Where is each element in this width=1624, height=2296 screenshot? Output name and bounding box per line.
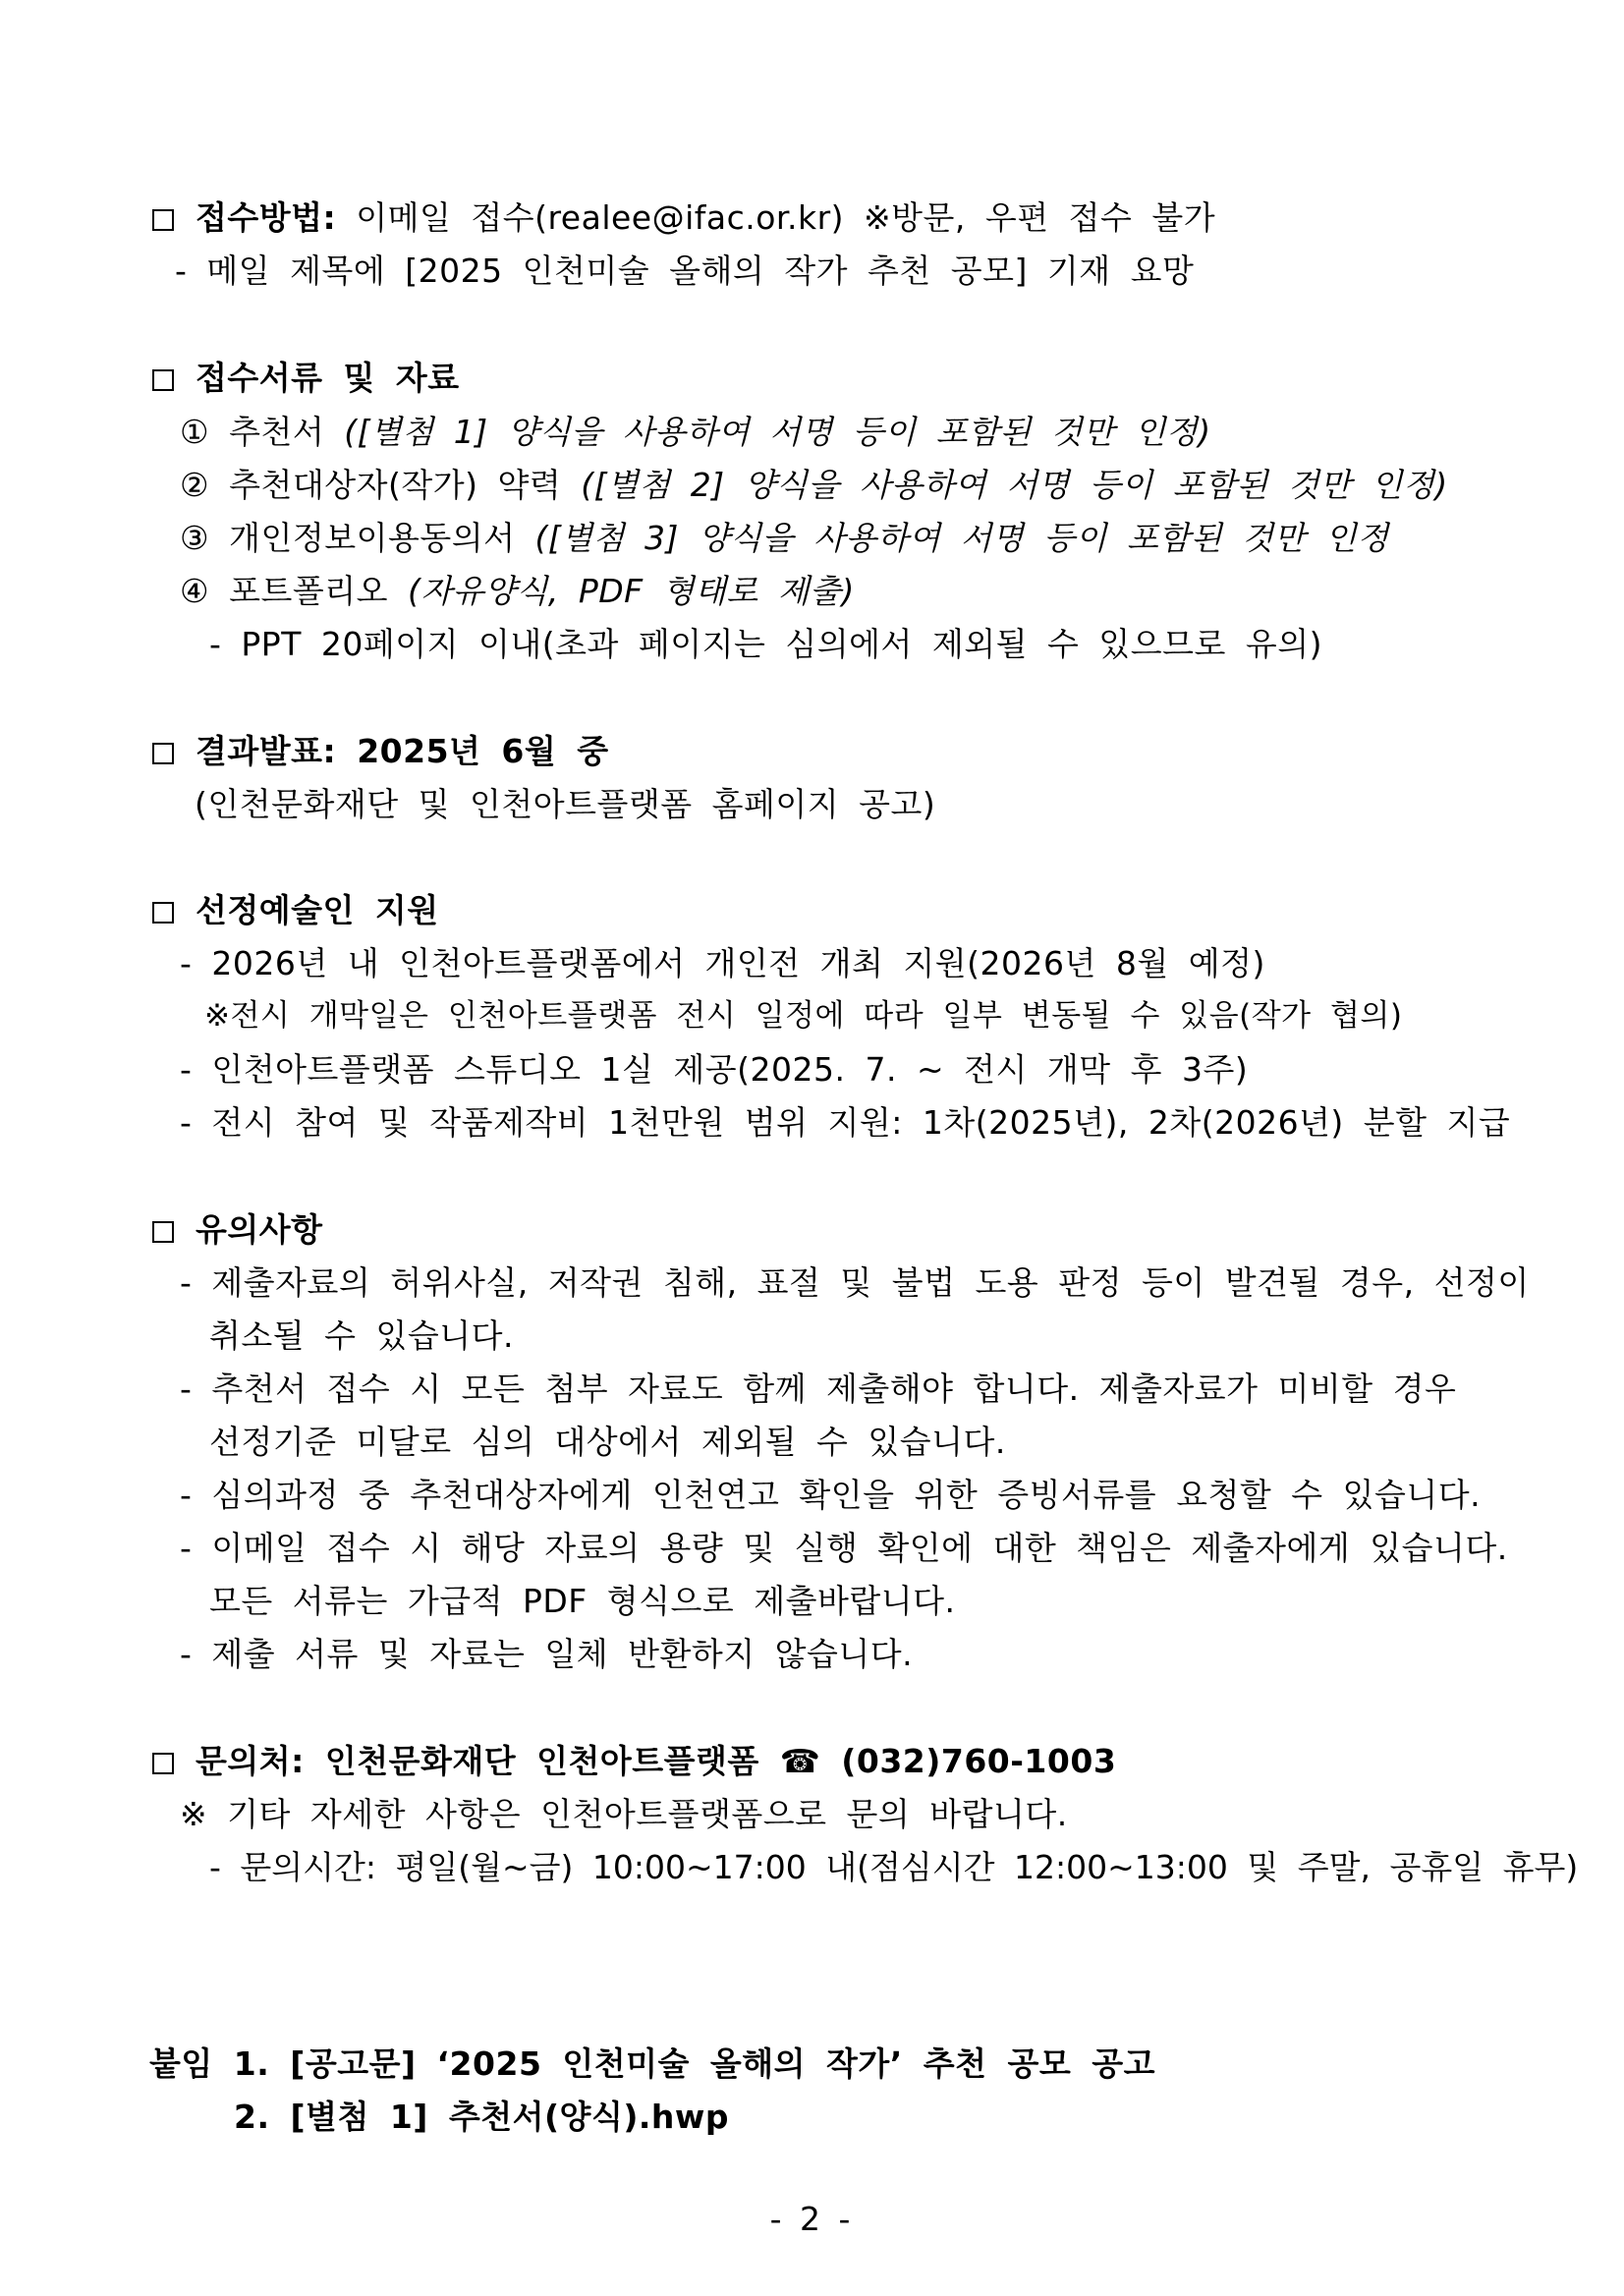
section-contact xyxy=(152,1740,1116,1783)
checkbox-icon xyxy=(152,1221,174,1243)
notes-line: 취소될 수 있습니다. xyxy=(209,1316,514,1355)
notes-line: 선정기준 미달로 심의 대상에서 제외될 수 있습니다. xyxy=(209,1423,1006,1461)
results-note: (인천문화재단 및 인천아트플랫폼 홈페이지 공고) xyxy=(195,785,936,823)
document-item-label: ④ 포트폴리오 xyxy=(180,572,408,610)
document-item xyxy=(180,517,1389,560)
notes-line: - 제출 서류 및 자료는 일체 반환하지 않습니다. xyxy=(180,1635,914,1673)
support-line: ※전시 개막일은 인천아트플랫폼 전시 일정에 따라 일부 변동될 수 있음(작가 협의) xyxy=(204,998,1403,1034)
contact-line: ※ 기타 자세한 사항은 인천아트플랫폼으로 문의 바랍니다. xyxy=(180,1795,1068,1833)
checkbox-icon xyxy=(152,1753,174,1774)
document-item-note: (자유양식, PDF 형태로 제출) xyxy=(407,572,855,610)
support-line: - 2026년 내 인천아트플랫폼에서 개인전 개최 지원(2026년 8월 예정) xyxy=(180,944,1265,982)
support-line: - 인천아트플랫폼 스튜디오 1실 제공(2025. 7. ~ 전시 개막 후 3주) xyxy=(180,1050,1249,1089)
document-item xyxy=(180,464,1448,507)
notes-line: - 심의과정 중 추천대상자에게 인천연고 확인을 위한 증빙서류를 요청할 수 있습니다. xyxy=(180,1476,1482,1514)
section-title: 문의처: 인천문화재단 인천아트플랫폼 ☎ (032)760-1003 xyxy=(196,1742,1117,1780)
notes-line: 모든 서류는 가급적 PDF 형식으로 제출바랍니다. xyxy=(209,1582,956,1620)
section-notes xyxy=(152,1208,323,1252)
contact-line: - 문의시간: 평일(월~금) 10:00~17:00 내(점심시간 12:00~13:00 및 주말, 공휴일 휴무) xyxy=(209,1848,1579,1886)
checkbox-icon xyxy=(152,902,174,924)
page-number: - 2 - xyxy=(769,2200,855,2238)
section-title: 선정예술인 지원 xyxy=(196,891,439,929)
document-item-note: ([별첨 2] 양식을 사용하여 서명 등이 포함된 것만 인정) xyxy=(581,466,1448,504)
notes-line: - 추천서 접수 시 모든 첨부 자료도 함께 제출해야 합니다. 제출자료가 미비할 경우 xyxy=(180,1370,1457,1408)
document-item-label: ② 추천대상자(작가) 약력 xyxy=(180,466,582,504)
document-item xyxy=(180,411,1211,454)
reception-note: - 메일 제목에 [2025 인천미술 올해의 작가 추천 공모] 기재 요망 xyxy=(175,252,1195,290)
section-documents xyxy=(152,357,460,400)
checkbox-icon xyxy=(152,369,174,391)
section-reception-method xyxy=(152,196,1215,240)
document-item-note: ([별첨 1] 양식을 사용하여 서명 등이 포함된 것만 인정) xyxy=(344,413,1211,451)
section-support xyxy=(152,889,439,932)
section-title: 접수방법: xyxy=(196,198,337,237)
section-title: 접수서류 및 자료 xyxy=(196,359,460,397)
attachment-line: 붙임 1. [공고문] ‘2025 인천미술 올해의 작가’ 추천 공모 공고 xyxy=(149,2044,1156,2083)
section-title: 결과발표: 2025년 6월 중 xyxy=(196,732,609,770)
checkbox-icon xyxy=(152,209,174,231)
document-item-label: ③ 개인정보이용동의서 xyxy=(180,519,535,557)
support-line: - 전시 참여 및 작품제작비 1천만원 범위 지원: 1차(2025년), 2차(2026년) 분할 지급 xyxy=(180,1103,1511,1142)
section-title: 유의사항 xyxy=(196,1210,323,1249)
notes-line: - 이메일 접수 시 해당 자료의 용량 및 실행 확인에 대한 책임은 제출자에게 있습니다. xyxy=(180,1529,1508,1567)
portfolio-note: - PPT 20페이지 이내(초과 페이지는 심의에서 제외될 수 있으므로 유의) xyxy=(209,625,1322,663)
notes-line: - 제출자료의 허위사실, 저작권 침해, 표절 및 불법 도용 판정 등이 발견될 경우, 선정이 xyxy=(180,1263,1530,1302)
document-item-label: ① 추천서 xyxy=(180,413,345,451)
checkbox-icon xyxy=(152,743,174,764)
section-results xyxy=(152,730,609,773)
document-item-note: ([별첨 3] 양식을 사용하여 서명 등이 포함된 것만 인정 xyxy=(534,519,1389,557)
attachment-line: 2. [별첨 1] 추천서(양식).hwp xyxy=(234,2098,730,2136)
section-text: 이메일 접수(realee@ifac.or.kr) ※방문, 우편 접수 불가 xyxy=(336,198,1216,237)
document-item xyxy=(180,570,855,613)
